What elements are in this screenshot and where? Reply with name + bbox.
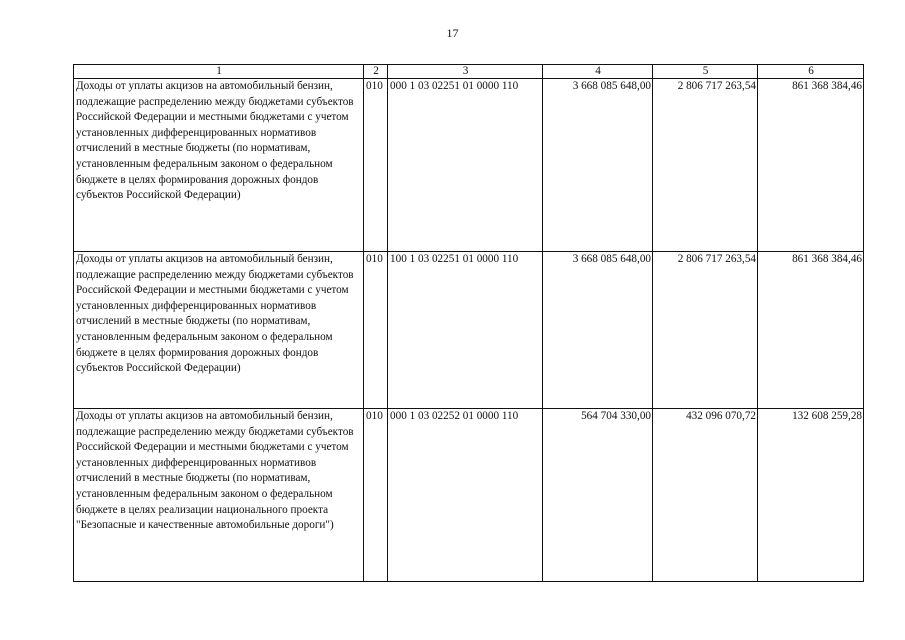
column-header-1: 1 — [74, 65, 364, 79]
line-code-cell: 010 — [364, 79, 388, 252]
table-row — [74, 79, 864, 252]
line-code-cell: 010 — [364, 252, 388, 409]
table-row — [74, 409, 864, 582]
page-number: 17 — [446, 26, 459, 40]
amount-col6-cell: 132 608 259,28 — [758, 409, 864, 582]
column-header-3: 3 — [388, 65, 543, 79]
table-header-row — [74, 65, 864, 79]
amount-col4-cell: 564 704 330,00 — [543, 409, 653, 582]
revenue-table — [73, 64, 864, 582]
table-row — [74, 252, 864, 409]
amount-col5-cell: 2 806 717 263,54 — [653, 79, 758, 252]
line-code-cell: 010 — [364, 409, 388, 582]
budget-classification-code-cell: 000 1 03 02251 01 0000 110 — [388, 79, 543, 252]
budget-classification-code-cell: 000 1 03 02252 01 0000 110 — [388, 409, 543, 582]
column-header-4: 4 — [543, 65, 653, 79]
column-header-2: 2 — [364, 65, 388, 79]
budget-classification-code-cell: 100 1 03 02251 01 0000 110 — [388, 252, 543, 409]
amount-col5-cell: 2 806 717 263,54 — [653, 252, 758, 409]
amount-col4-cell: 3 668 085 648,00 — [543, 252, 653, 409]
amount-col6-cell: 861 368 384,46 — [758, 79, 864, 252]
revenue-name-cell: Доходы от уплаты акцизов на автомобильный бензин, подлежащие распределению между бюджетами субъектов Российской Федерации и местными бюджетами с учетом установленных дифференцированных нормативов отчислений в местные бюджеты (по нормативам, установленным федеральным законом о федеральном бюджете в целях формирования дорожных фондов субъектов Российской Федерации) — [74, 79, 364, 252]
amount-col4-cell: 3 668 085 648,00 — [543, 79, 653, 252]
column-header-5: 5 — [653, 65, 758, 79]
column-header-6: 6 — [758, 65, 864, 79]
amount-col6-cell: 861 368 384,46 — [758, 252, 864, 409]
revenue-name-cell: Доходы от уплаты акцизов на автомобильный бензин, подлежащие распределению между бюджетами субъектов Российской Федерации и местными бюджетами с учетом установленных дифференцированных нормативов отчислений в местные бюджеты (по нормативам, установленным федеральным законом о федеральном бюджете в целях реализации национального проекта "Безопасные и качественные автомобильные дороги") — [74, 409, 364, 582]
revenue-name-cell: Доходы от уплаты акцизов на автомобильный бензин, подлежащие распределению между бюджетами субъектов Российской Федерации и местными бюджетами с учетом установленных дифференцированных нормативов отчислений в местные бюджеты (по нормативам, установленным федеральным законом о федеральном бюджете в целях формирования дорожных фондов субъектов Российской Федерации) — [74, 252, 364, 409]
amount-col5-cell: 432 096 070,72 — [653, 409, 758, 582]
